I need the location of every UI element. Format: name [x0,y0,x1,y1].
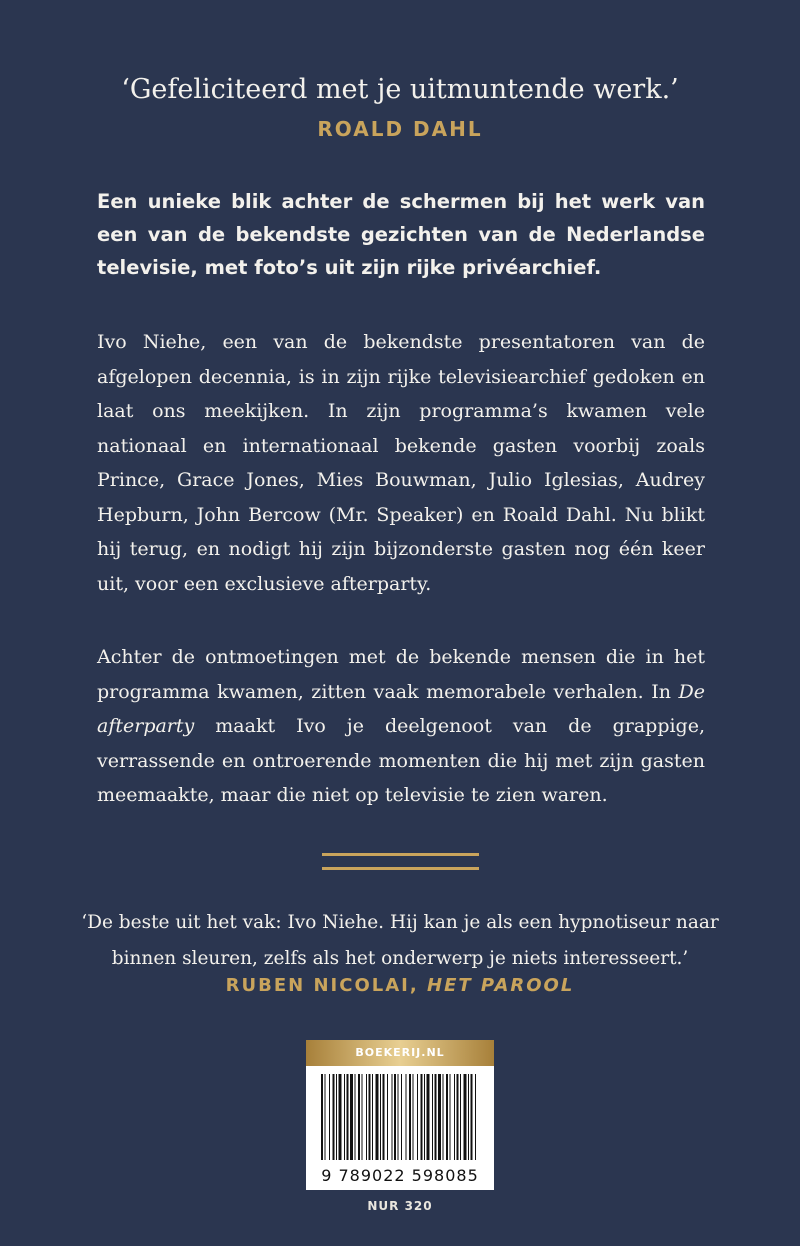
paragraph-2-part-1: Achter de ontmoetingen met de bekende mensen die in het programma kwamen, zitten vaak memorabele verhalen. In [97,646,705,703]
bottom-quote-author [0,975,800,996]
barcode-header: BOEKERIJ.NL [306,1040,494,1066]
intro-text: Een unieke blik achter de schermen bij het werk van een van de bekendste gezichten van de Nederlandse televisie, met foto’s uit zijn rijke privéarchief. [97,190,705,279]
barcode-icon [319,1074,481,1164]
top-quote: ‘Gefeliciteerd met je uitmuntende werk.’ [121,74,679,105]
nur-code: NUR 320 [367,1199,433,1213]
bottom-quote-source: HET PAROOL [427,975,575,996]
divider-line-bottom [322,867,479,870]
bottom-quote-line-2: binnen sleuren, zelfs als het onderwerp je niets interesseert.’ [111,948,689,969]
book-title: De afterparty [97,680,705,737]
bottom-quote-line-1: ‘De beste uit het vak: Ivo Niehe. Hij kan je als een hypnotiseur naar [81,912,719,933]
body-paragraph-1: Ivo Niehe, een van de bekendste presentatoren van de afgelopen decennia, is in zijn rijke televisiearchief gedoken en laat ons meekijken. In zijn programma’s kwamen vele nationaal en internationaal bekende gasten voorbij zoals Prince, Grace Jones, Mies Bouwman, Julio Iglesias, Audrey Hepburn, John Bercow (Mr. Speaker) en Roald Dahl. Nu blikt hij terug, en nodigt hij zijn bijzonderste gasten nog één keer uit, voor een exclusieve afterparty. [97,331,705,595]
bottom-quote [0,905,800,977]
paragraph-2-part-2: maakt Ivo je deelgenoot van de grappige, verrassende en ontroerende momenten die hij met zijn gasten meemaakte, maar die niet op televisie te zien waren. [97,715,705,806]
body-paragraph-2 [97,640,705,813]
bottom-quote-author-name: RUBEN NICOLAI, [225,975,419,996]
gold-divider [322,853,479,870]
barcode-box [306,1040,494,1190]
top-quote-author: ROALD DAHL [317,117,483,141]
isbn-number: 9 789022 598085 [321,1166,479,1185]
divider-line-top [322,853,479,856]
